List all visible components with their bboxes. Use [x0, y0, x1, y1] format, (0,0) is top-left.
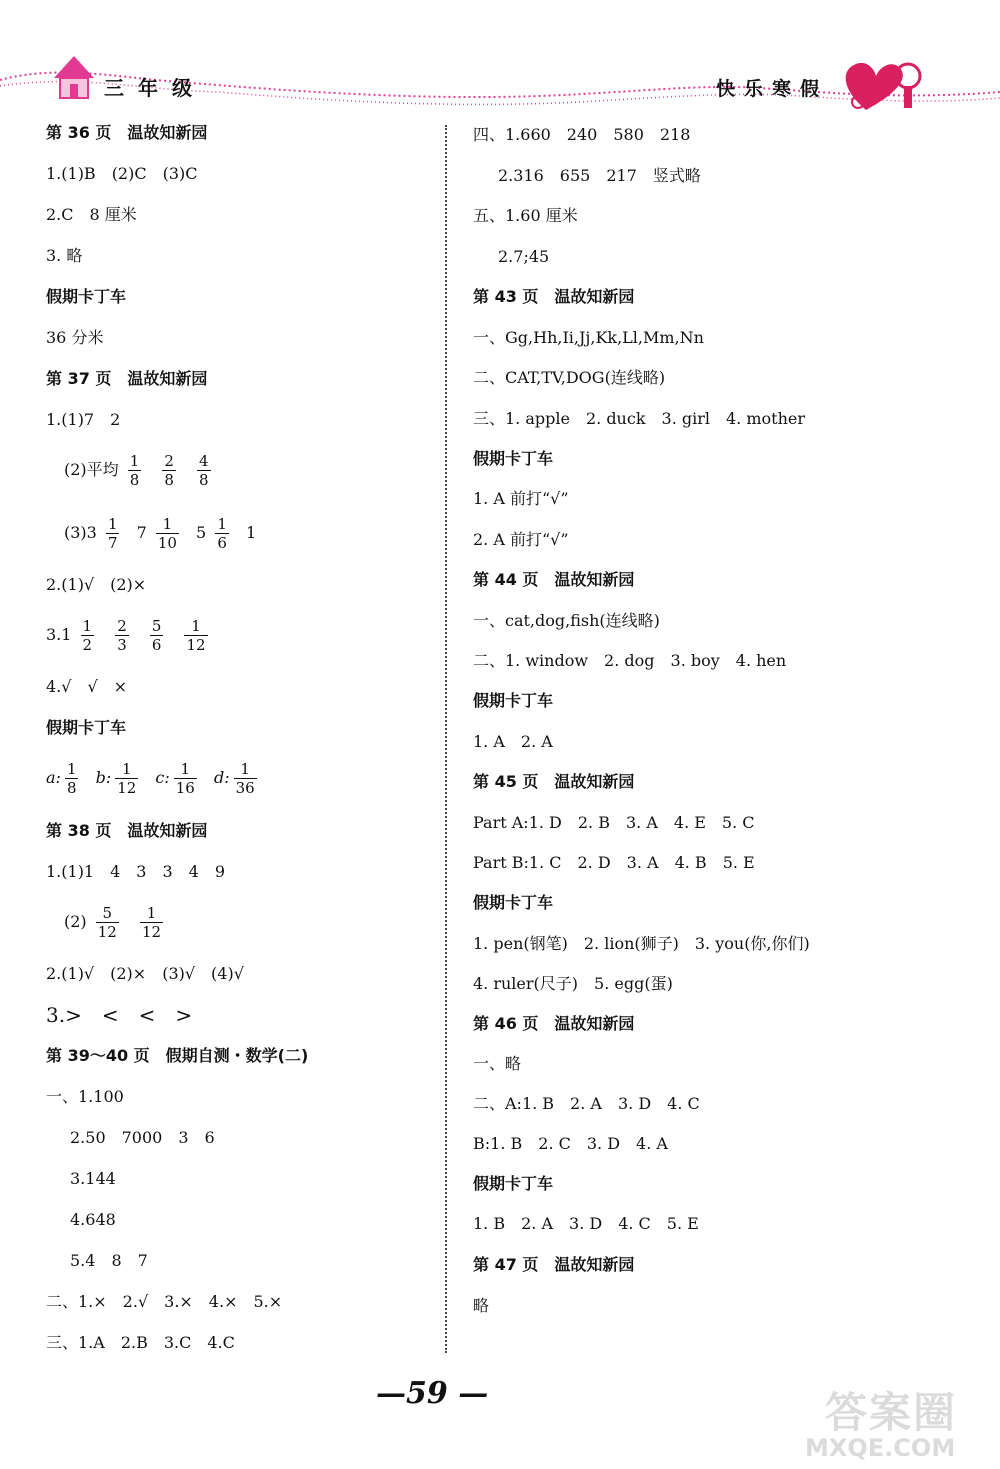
answer-line: 2.7;45 [498, 247, 550, 266]
answer-line: 2. A 前打“√” [473, 530, 569, 549]
answer-line: Part A:1. D 2. B 3. A 4. E 5. C [473, 813, 755, 832]
answer-line-fractions [64, 452, 223, 489]
answer-value: 7 [136, 523, 147, 542]
section-subtitle: 假期卡丁车 [473, 893, 554, 912]
answer-line: 5.4 8 7 [70, 1251, 148, 1270]
answer-label: (2) [64, 912, 87, 931]
answer-value: 1 [245, 523, 257, 542]
section-title: 第 44 页 温故知新园 [473, 570, 635, 589]
answer-line: 五、1.60 厘米 [473, 206, 578, 225]
answer-line: 2.C 8 厘米 [46, 205, 137, 224]
section-subtitle: 假期卡丁车 [473, 691, 554, 710]
answer-line-fractions [46, 760, 269, 797]
answer-line: 4.648 [70, 1210, 116, 1229]
fraction: $\frac{5}{6}$ [151, 617, 162, 654]
heart-decoration-icon [836, 52, 928, 116]
answer-line: 一、略 [473, 1054, 522, 1073]
page-number: —59 — [376, 1376, 489, 1411]
fraction: $\frac{5}{12}$ [97, 904, 117, 941]
answer-label: d: [213, 768, 230, 787]
answer-line: 2.316 655 217 竖式略 [498, 166, 701, 185]
section-title: 第 45 页 温故知新园 [473, 772, 635, 791]
answer-line-fractions [64, 515, 256, 552]
section-title: 第 46 页 温故知新园 [473, 1014, 635, 1033]
answer-line: 二、1. window 2. dog 3. boy 4. hen [473, 651, 787, 670]
answer-line: 2.(1)√ (2)× (3)√ (4)√ [46, 964, 244, 983]
answer-line: 1. A 前打“√” [473, 489, 569, 508]
answer-line: 二、1.× 2.√ 3.× 4.× 5.× [46, 1292, 283, 1311]
fraction: $\frac{1}{8}$ [66, 760, 77, 797]
answer-line: 3. 略 [46, 246, 83, 265]
answer-line: 1. A 2. A [473, 732, 553, 751]
answer-line: 四、1.660 240 580 218 [473, 125, 691, 144]
fraction: $\frac{1}{7}$ [107, 515, 118, 552]
answer-line: 二、A:1. B 2. A 3. D 4. C [473, 1094, 700, 1113]
answer-line: 3.> < < > [46, 1003, 193, 1027]
answer-line-fractions [46, 617, 220, 654]
fraction: $\frac{1}{6}$ [217, 515, 227, 552]
answer-line: 略 [473, 1296, 490, 1315]
answer-label: c: [155, 768, 170, 787]
answer-line: 一、Gg,Hh,Ii,Jj,Kk,Ll,Mm,Nn [473, 328, 704, 347]
watermark [795, 1380, 995, 1465]
answer-line: 三、1. apple 2. duck 3. girl 4. mother [473, 409, 806, 428]
answer-label: 3.1 [46, 625, 72, 644]
fraction: $\frac{1}{2}$ [82, 617, 93, 654]
column-divider [445, 125, 447, 1353]
answer-line-fractions [64, 904, 175, 941]
section-title: 第 43 页 温故知新园 [473, 287, 635, 306]
answer-label: b: [95, 768, 112, 787]
series-title: 快乐寒假 [716, 78, 829, 100]
answer-line: B:1. B 2. C 3. D 4. A [473, 1134, 668, 1153]
fraction: $\frac{1}{10}$ [157, 515, 177, 552]
answer-value: 5 [196, 523, 207, 542]
answer-label: (2)平均 [64, 460, 119, 479]
answer-line: 2.(1)√ (2)× [46, 575, 147, 594]
section-title: 第 36 页 温故知新园 [46, 123, 208, 142]
fraction: $\frac{1}{12}$ [141, 904, 162, 941]
answer-line: 1.(1)7 2 [46, 410, 121, 429]
fraction: $\frac{4}{8}$ [199, 452, 209, 489]
answer-line: 1. pen(钢笔) 2. lion(狮子) 3. you(你,你们) [473, 934, 810, 953]
answer-line: 4.√ √ × [46, 677, 128, 696]
answer-label: (3)3 [64, 523, 97, 542]
answer-line: 2.50 7000 3 6 [70, 1128, 215, 1147]
section-subtitle: 假期卡丁车 [46, 287, 127, 306]
fraction: $\frac{1}{8}$ [129, 452, 140, 489]
answer-line: 1. B 2. A 3. D 4. C 5. E [473, 1214, 699, 1233]
fraction: $\frac{2}{3}$ [117, 617, 127, 654]
section-title: 第 39～40 页 假期自测・数学(二) [46, 1046, 309, 1065]
section-title: 第 37 页 温故知新园 [46, 369, 208, 388]
answer-line: 一、cat,dog,fish(连线略) [473, 611, 660, 630]
fraction: $\frac{1}{12}$ [186, 617, 206, 654]
answer-line: 1.(1)B (2)C (3)C [46, 164, 198, 183]
answer-line: 3.144 [70, 1169, 116, 1188]
section-title: 第 47 页 温故知新园 [473, 1255, 635, 1274]
section-title: 第 38 页 温故知新园 [46, 821, 208, 840]
watermark-site: MXQE.COM [805, 1434, 956, 1462]
answer-line: 一、1.100 [46, 1087, 124, 1106]
answer-line: 4. ruler(尺子) 5. egg(蛋) [473, 974, 673, 993]
section-subtitle: 假期卡丁车 [473, 1174, 554, 1193]
answer-line: 二、CAT,TV,DOG(连线略) [473, 368, 666, 387]
answer-line: 三、1.A 2.B 3.C 4.C [46, 1333, 235, 1352]
answer-line: 36 分米 [46, 328, 104, 347]
fraction: $\frac{2}{8}$ [164, 452, 174, 489]
fraction: $\frac{1}{12}$ [117, 760, 137, 797]
fraction: $\frac{1}{36}$ [235, 760, 255, 797]
answer-label: a: [46, 768, 61, 787]
house-icon [52, 52, 96, 102]
grade-label: 三年级 [104, 76, 206, 100]
watermark-title: 答案圈 [825, 1388, 958, 1437]
fraction: $\frac{1}{16}$ [175, 760, 195, 797]
answer-line: 1.(1)1 4 3 3 4 9 [46, 862, 226, 881]
section-subtitle: 假期卡丁车 [473, 449, 554, 468]
section-subtitle: 假期卡丁车 [46, 718, 127, 737]
answer-line: Part B:1. C 2. D 3. A 4. B 5. E [473, 853, 755, 872]
page-header [0, 0, 1000, 118]
